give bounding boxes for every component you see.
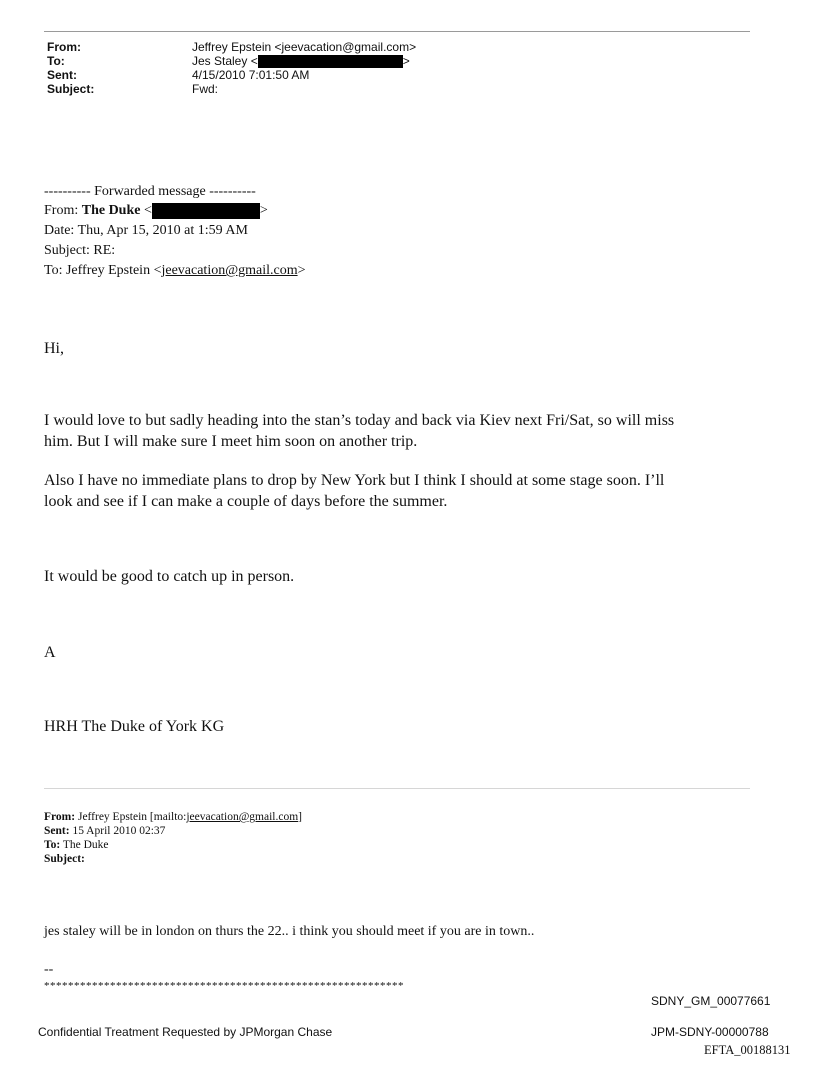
original-to: To: The Duke [44, 839, 109, 851]
forward-from-name: The Duke [81, 203, 141, 218]
sent-label: Sent: [47, 68, 77, 82]
signoff: A [44, 644, 56, 661]
redaction-box [258, 55, 403, 68]
to-value-suffix: > [402, 54, 410, 68]
paragraph-3: It would be good to catch up in person. [44, 568, 295, 585]
signature-dash: -- [44, 962, 54, 977]
bates-efta: EFTA_00188131 [704, 1043, 791, 1057]
from-value: Jeffrey Epstein <jeevacation@gmail.com> [192, 40, 417, 54]
email-link[interactable]: jeevacation@gmail.com [186, 811, 299, 823]
sent-value: 4/15/2010 7:01:50 AM [192, 68, 310, 82]
original-sent: Sent: 15 April 2010 02:37 [44, 825, 166, 837]
forward-date: Date: Thu, Apr 15, 2010 at 1:59 AM [44, 223, 248, 238]
forward-subject: Subject: RE: [44, 243, 116, 258]
email-link[interactable]: jeevacation@gmail.com [161, 263, 298, 278]
message-divider [44, 788, 750, 789]
subject-value: Fwd: [192, 82, 219, 96]
paragraph-2-line-2: look and see if I can make a couple of days before the summer. [44, 493, 448, 510]
original-subject: Subject: [44, 853, 85, 865]
greeting: Hi, [44, 340, 64, 357]
from-label: From: [47, 40, 81, 54]
original-message: jes staley will be in london on thurs the 22.. i think you should meet if you are in town.. [44, 924, 535, 939]
asterisk-line: ************************************************************ [44, 980, 404, 992]
bates-sdny: SDNY_GM_00077661 [651, 994, 771, 1008]
to-value [192, 55, 410, 68]
original-from: From: Jeffrey Epstein [mailto:jeevacation@gmail.com] [44, 811, 302, 823]
paragraph-1-line-1: I would love to but sadly heading into the stan’s today and back via Kiev next Fri/Sat, so will miss [44, 412, 675, 429]
signature: HRH The Duke of York KG [44, 718, 225, 735]
forward-separator: ---------- Forwarded message ---------- [44, 184, 256, 199]
paragraph-1-line-2: him. But I will make sure I meet him soon on another trip. [44, 433, 418, 450]
forward-to: To: Jeffrey Epstein <jeevacation@gmail.com> [44, 263, 306, 278]
bates-jpm: JPM-SDNY-00000788 [651, 1025, 769, 1039]
top-divider [44, 31, 750, 32]
to-label: To: [47, 54, 65, 68]
subject-label: Subject: [47, 82, 95, 96]
to-value-prefix: Jes Staley < [192, 54, 258, 68]
redaction-box [152, 203, 260, 219]
forward-from: From: The Duke < > [44, 203, 268, 218]
confidential-notice: Confidential Treatment Requested by JPMorgan Chase [38, 1025, 333, 1039]
paragraph-2-line-1: Also I have no immediate plans to drop by New York but I think I should at some stage soon. I’ll [44, 472, 665, 489]
